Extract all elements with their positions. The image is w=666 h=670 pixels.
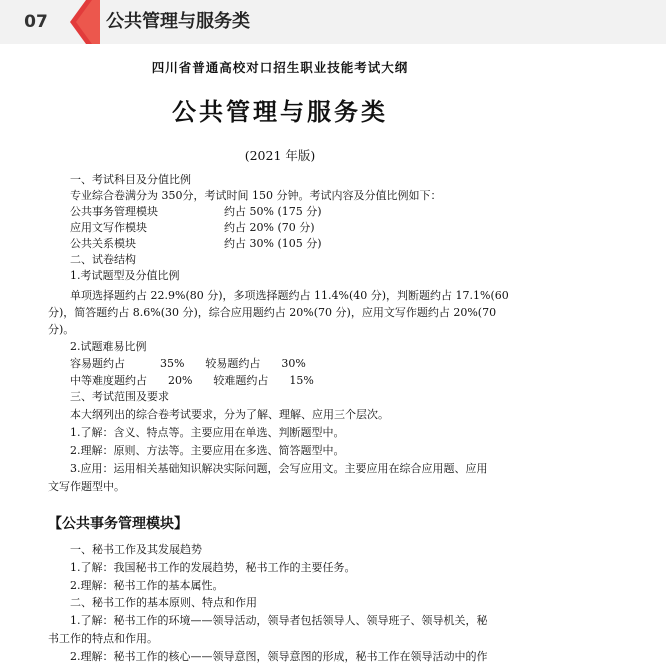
module-title: 【公共事务管理模块】 xyxy=(48,516,188,532)
difficulty-row: 容易题约占 35% 较易题约占 30% xyxy=(70,357,306,370)
list-item: 3.应用：运用相关基础知识解决实际问题，会写应用文。主要应用在综合应用题、应用 xyxy=(70,462,488,475)
list-item: 书工作的特点和作用。 xyxy=(48,632,158,645)
module-row xyxy=(70,204,470,219)
module-name: 公共事务管理模块 xyxy=(70,205,158,218)
section-heading: 一、考试科目及分值比例 xyxy=(70,173,191,186)
paragraph-line: 单项选择题约占 22.9%(80 分)，多项选择题约占 11.4%(40 分)，判断题约占 17.1%(60 xyxy=(70,289,509,302)
module-row xyxy=(70,236,470,251)
section-heading: 二、试卷结构 xyxy=(70,253,136,266)
paragraph-line: 分)。 xyxy=(48,323,75,336)
list-item: 1.了解：秘书工作的环境——领导活动，领导者包括领导人、领导班子、领导机关，秘 xyxy=(70,614,488,627)
list-item: 1.了解：我国秘书工作的发展趋势，秘书工作的主要任务。 xyxy=(70,561,356,574)
module-name: 应用文写作模块 xyxy=(70,221,147,234)
module-share: 约占 50% (175 分) xyxy=(224,205,322,218)
list-item: 1.了解：含义、特点等。主要应用在单选、判断题型中。 xyxy=(70,426,345,439)
document-edition: (2021 年版) xyxy=(244,148,316,163)
section-title: 公共管理与服务类 xyxy=(106,11,250,32)
section-header-bar xyxy=(0,0,666,44)
list-item: 2.理解：原则、方法等。主要应用在多选、简答题型中。 xyxy=(70,444,345,457)
module-share: 约占 30% (105 分) xyxy=(224,237,322,250)
paragraph: 本大纲列出的综合卷考试要求，分为了解、理解、应用三个层次。 xyxy=(70,408,389,421)
list-item: 文写作题型中。 xyxy=(48,480,125,493)
list-item: 2.理解：秘书工作的核心——领导意图，领导意图的形成，秘书工作在领导活动中的作 xyxy=(70,650,488,663)
document-title: 公共管理与服务类 xyxy=(172,97,388,126)
section-heading: 一、秘书工作及其发展趋势 xyxy=(70,543,202,556)
subsection-heading: 1.考试题型及分值比例 xyxy=(70,269,180,282)
document-subtitle: 四川省普通高校对口招生职业技能考试大纲 xyxy=(151,60,409,75)
list-item: 2.理解：秘书工作的基本属性。 xyxy=(70,579,224,592)
section-heading: 三、考试范围及要求 xyxy=(70,390,169,403)
module-name: 公共关系模块 xyxy=(70,237,136,250)
module-share: 约占 20% (70 分) xyxy=(224,221,315,234)
chevron-left-icon xyxy=(66,0,100,44)
section-number: 07 xyxy=(24,12,48,32)
difficulty-row: 中等难度题约占 20% 较难题约占 15% xyxy=(70,374,314,387)
subsection-heading: 2.试题难易比例 xyxy=(70,340,147,353)
paragraph-line: 分)，简答题约占 8.6%(30 分)，综合应用题约占 20%(70 分)，应用文写作题约占 20%(70 xyxy=(48,306,497,319)
section-heading: 二、秘书工作的基本原则、特点和作用 xyxy=(70,596,257,609)
paragraph: 专业综合卷满分为 350分，考试时间 150 分钟。考试内容及分值比例如下： xyxy=(70,189,442,202)
module-row xyxy=(70,220,470,235)
